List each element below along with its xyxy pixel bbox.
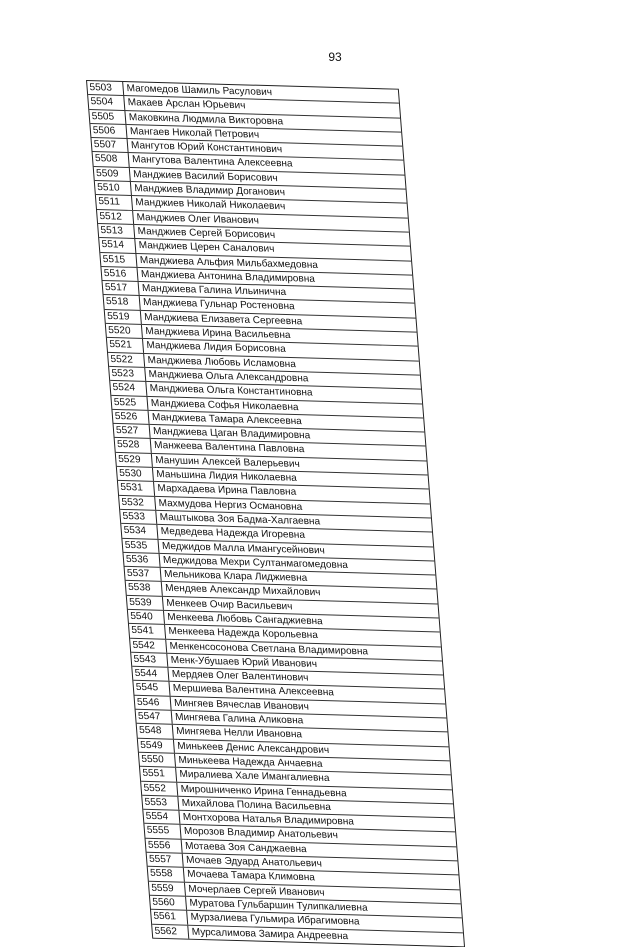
person-name: Меджидов Малла Имангусейнович <box>161 540 326 556</box>
person-name: Магомедов Шамиль Расулович <box>126 83 273 99</box>
row-number: 5557 <box>147 853 184 867</box>
person-name: Меджидова Мехри Султанмагомедовна <box>162 554 349 571</box>
person-name: Манджиева Софья Николаевна <box>150 397 299 413</box>
row-number: 5514 <box>99 238 136 252</box>
person-name: Манушин Алексей Валерьевич <box>154 454 301 470</box>
person-name: Манджиев Сергей Борисович <box>137 226 276 241</box>
person-name: Манджиева Елизавета Сергеевна <box>143 311 303 328</box>
person-name: Манджиева Ольга Александровна <box>148 368 309 385</box>
person-name: Менкеева Любовь Сангаджиевна <box>167 611 324 628</box>
row-number: 5511 <box>96 195 133 209</box>
person-name: Махмудова Нергиз Османовна <box>158 497 303 513</box>
row-number: 5526 <box>112 410 149 424</box>
row-number: 5551 <box>140 767 177 781</box>
person-name: Манджиева Альфия Мильбахмедовна <box>139 254 319 271</box>
row-number: 5523 <box>109 367 146 381</box>
page-number: 93 <box>328 50 342 64</box>
person-name: Минькеева Надежда Анчаевна <box>178 754 323 770</box>
row-number: 5528 <box>115 438 152 452</box>
row-number: 5534 <box>121 524 158 538</box>
person-name: Манджиев Владимир Доганович <box>133 183 286 199</box>
person-name: Манджиева Любовь Исламовна <box>147 354 297 370</box>
row-number: 5554 <box>143 810 180 824</box>
person-name: Мархадаева Ирина Павловна <box>157 483 297 499</box>
row-number: 5540 <box>128 610 165 624</box>
person-name: Маньшина Лидия Николаевна <box>156 468 298 484</box>
person-name: Манджиев Николай Николаевич <box>135 197 286 213</box>
person-name: Мурзалиева Гульмира Ибрагимовна <box>190 912 361 928</box>
person-name: Михайлова Полина Васильевна <box>181 797 332 813</box>
person-name: Манджиева Тамара Алексеевна <box>151 411 303 427</box>
person-name: Мотаева Зоя Санджаевна <box>184 840 308 855</box>
row-number: 5550 <box>139 753 176 767</box>
row-number: 5513 <box>98 224 135 238</box>
person-name: Манджиев Василий Борисович <box>132 168 279 184</box>
person-name: Маштыкова Зоя Бадма-Халгаевна <box>159 511 321 528</box>
person-name: Мурсалимова Замира Андреевна <box>191 926 349 942</box>
person-name: Манджиева Лидия Борисовна <box>146 340 287 356</box>
person-name: Мердяев Олег Валентинович <box>171 669 309 684</box>
row-number: 5530 <box>117 467 154 481</box>
row-number: 5519 <box>105 310 142 324</box>
row-number: 5506 <box>90 124 127 138</box>
row-number: 5510 <box>95 181 132 195</box>
person-name: Менкеев Очир Васильевич <box>165 597 293 613</box>
row-number: 5546 <box>135 696 172 710</box>
person-name: Мингяева Нелли Ивановна <box>175 726 303 741</box>
person-name: Менк-Убушаев Юрий Иванович <box>170 654 318 670</box>
person-name: Мингяева Галина Аликовна <box>174 711 304 727</box>
person-name: Манджиева Цаган Владимировна <box>152 426 311 442</box>
row-number: 5532 <box>119 495 156 509</box>
row-number: 5508 <box>93 152 130 166</box>
person-name: Минькеев Денис Александрович <box>176 740 330 756</box>
person-name: Мингяев Вячеслав Иванович <box>173 697 310 713</box>
row-number: 5562 <box>152 924 189 938</box>
row-number: 5512 <box>97 210 134 224</box>
person-name: Мершиева Валентина Алексеевна <box>172 683 335 699</box>
row-number: 5527 <box>114 424 151 438</box>
row-number: 5522 <box>108 353 145 367</box>
row-number: 5504 <box>88 95 125 109</box>
person-name: Манджиев Олег Иванович <box>136 211 260 227</box>
row-number: 5556 <box>146 838 183 852</box>
person-name: Манджиева Гульнар Ростеновна <box>142 297 296 313</box>
person-name: Муратова Гульбаршин Тулипкалиевна <box>189 897 369 914</box>
row-number: 5518 <box>104 295 141 309</box>
row-number: 5533 <box>120 510 157 524</box>
person-name: Менкеева Надежда Корольевна <box>168 626 319 642</box>
person-name: Мочаева Тамара Климовна <box>186 869 316 884</box>
row-number: 5517 <box>103 281 140 295</box>
row-number: 5548 <box>137 724 174 738</box>
row-number: 5543 <box>131 653 168 667</box>
row-number: 5559 <box>149 881 186 895</box>
name-list-table <box>86 80 465 947</box>
row-number: 5558 <box>148 867 185 881</box>
row-number: 5535 <box>122 538 159 552</box>
row-number: 5560 <box>150 896 187 910</box>
person-name: Манджиева Антонина Владимировна <box>140 268 316 285</box>
person-name: Менкенсосонова Светлана Владимировна <box>169 640 369 657</box>
person-name: Мангутова Валентина Алексеевна <box>131 154 294 171</box>
row-number: 5521 <box>107 338 144 352</box>
person-name: Мочерлаев Сергей Иванович <box>188 883 325 899</box>
person-name: Мангутов Юрий Константинович <box>130 140 283 156</box>
row-number: 5539 <box>127 596 164 610</box>
row-number: 5531 <box>118 481 155 495</box>
person-name: Маковкина Людмила Викторовна <box>128 111 284 127</box>
row-number: 5516 <box>101 267 138 281</box>
person-name: Монтхорова Наталья Владимировна <box>182 811 355 828</box>
row-number: 5507 <box>91 138 128 152</box>
person-name: Медведева Надежда Игоревна <box>160 526 306 542</box>
row-number: 5515 <box>100 253 137 267</box>
row-number: 5538 <box>126 581 163 595</box>
row-number: 5541 <box>129 624 166 638</box>
row-number: 5553 <box>142 796 179 810</box>
row-number: 5555 <box>144 824 181 838</box>
person-name: Мендяев Александр Михайлович <box>164 583 321 599</box>
person-name: Мангаев Николай Петрович <box>129 125 260 141</box>
row-number: 5505 <box>89 110 126 124</box>
row-number: 5529 <box>116 453 153 467</box>
row-number: 5525 <box>111 395 148 409</box>
person-name: Манджиев Церен Саналович <box>138 240 275 256</box>
row-number: 5524 <box>110 381 147 395</box>
person-name: Мочаев Эдуард Анатольевич <box>185 854 323 870</box>
person-name: Мельникова Клара Лиджиевна <box>163 569 308 585</box>
person-name: Мирошниченко Ирина Геннадьевна <box>180 783 347 800</box>
row-number: 5544 <box>132 667 169 681</box>
row-number: 5549 <box>138 738 175 752</box>
row-number: 5542 <box>130 638 167 652</box>
row-number: 5520 <box>106 324 143 338</box>
person-name: Макаев Арслан Юрьевич <box>127 97 246 112</box>
row-number: 5537 <box>125 567 162 581</box>
row-number: 5509 <box>94 167 131 181</box>
person-name: Миралиева Хале Имангалиевна <box>179 769 330 785</box>
row-number: 5552 <box>141 781 178 795</box>
person-name: Манжеева Валентина Павловна <box>153 440 305 456</box>
person-name: Манджиева Ольга Константиновна <box>149 383 314 399</box>
row-number: 5547 <box>136 710 173 724</box>
row-number: 5503 <box>87 81 124 95</box>
row-number: 5536 <box>123 553 160 567</box>
row-number: 5545 <box>133 681 170 695</box>
person-name: Морозов Владимир Анатольевич <box>183 826 339 842</box>
row-number: 5561 <box>151 910 188 924</box>
person-name: Манджиева Галина Ильинична <box>141 283 287 299</box>
person-name: Манджиева Ирина Васильевна <box>145 326 291 342</box>
